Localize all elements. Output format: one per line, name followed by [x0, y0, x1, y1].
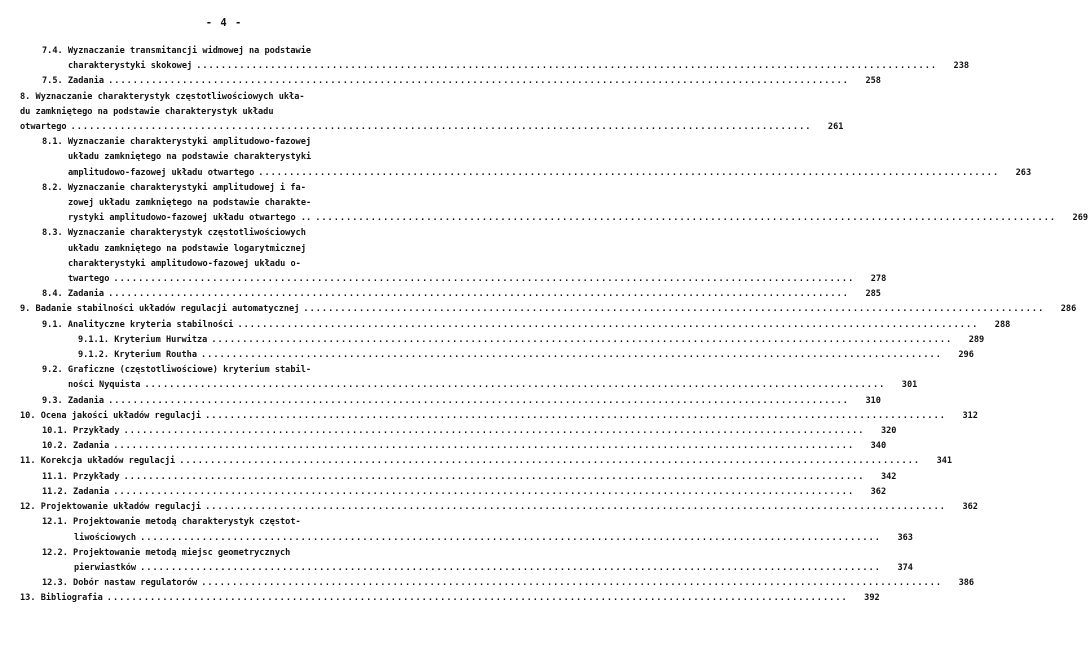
toc-entry [20, 515, 913, 545]
toc-entry-line [20, 409, 978, 424]
toc-entry-line [20, 287, 881, 302]
toc-page-number: 340 [870, 441, 887, 452]
toc-entry [20, 44, 970, 74]
toc-entry [20, 226, 887, 287]
toc-page-number: 296 [958, 350, 974, 361]
toc-entry-text: charakterystyki skokowej [68, 61, 193, 72]
toc-entry-text: 11.1. Przykłady [42, 471, 120, 482]
toc-entry-line [20, 272, 887, 287]
dot-leader: ........................................................................................................................ [237, 319, 979, 330]
toc-entry-line [20, 470, 897, 485]
toc-entry-line [20, 531, 913, 546]
toc-entry-text: 9.2. Graficzne (częstotliwościowe) kryterium stabil- [42, 365, 312, 376]
dot-leader: ........................................................................................................................ [303, 304, 1045, 315]
dot-leader: ........................................................................................................................ [108, 289, 849, 300]
toc-entry [20, 470, 897, 485]
toc-page-number: 261 [827, 122, 844, 133]
dot-leader: ........................................................................................................................ [179, 456, 921, 467]
toc-entry-text: 10.1. Przykłady [42, 426, 120, 437]
toc-entry-text: 9.1.2. Kryterium Routha [78, 350, 197, 361]
toc-page-number: 320 [880, 426, 897, 437]
toc-entry-text: 9.1.1. Kryterium Hurwitza [78, 334, 208, 345]
toc-entry-text: 8.4. Zadania [42, 289, 105, 300]
toc-entry-text: układu zamkniętego na podstawie logarytmicznej [68, 243, 306, 254]
toc-entry [20, 485, 887, 500]
dot-leader: ........................................................................................................................ [140, 532, 881, 543]
toc-page-number: 301 [901, 380, 918, 391]
toc-entry-line [20, 211, 1088, 226]
toc-page-number: 285 [865, 289, 881, 300]
dot-leader: ........................................................................................................................ [315, 213, 1057, 224]
toc-entry-line [20, 576, 975, 591]
toc-page-number: 310 [865, 395, 881, 406]
toc-entry [20, 409, 978, 424]
toc-entry-text: 8.1. Wyznaczanie charakterystyki amplitudowo-fazowej [42, 137, 312, 148]
toc-entry [20, 318, 1011, 333]
toc-entry [20, 500, 978, 515]
toc-page-number: 238 [953, 61, 970, 72]
toc-entry-line [20, 302, 1077, 317]
toc-page-number: 363 [897, 532, 913, 543]
toc-entry-text: du zamkniętego na podstawie charakterystyk układu [20, 106, 274, 117]
toc-entry-line [20, 485, 887, 500]
dot-leader: ........................................................................................................................ [140, 562, 881, 573]
toc-entry-line [20, 150, 428, 165]
page-number: - 4 - [205, 17, 243, 29]
toc-entry [20, 302, 1077, 317]
dot-leader: ........................................................................................................................ [108, 395, 849, 406]
dot-leader: ........................................................................................................................ [113, 486, 855, 497]
toc-entry-line [20, 181, 428, 196]
toc-entry-line [20, 515, 428, 530]
toc-entry-text: pierwiastków [74, 562, 137, 573]
toc-entry-line [20, 348, 974, 363]
toc-entry-text: 10. Ocena jakości układów regulacji [20, 410, 202, 421]
toc-entry-line [20, 44, 428, 59]
toc-entry-line [20, 378, 918, 393]
toc-page-number: 278 [870, 274, 887, 285]
toc-entry-line [20, 196, 428, 211]
dot-leader: ........................................................................................................................ [106, 593, 848, 604]
toc-entry [20, 181, 1088, 227]
toc-entry-text: 9.1. Analityczne kryteria stabilności [42, 319, 234, 330]
toc-entry-line [20, 59, 970, 74]
toc-entry-text: 8.3. Wyznaczanie charakterystyk częstotliwościowych [42, 228, 306, 239]
toc-entry-text: 10.2. Zadania [42, 441, 110, 452]
toc-page-number: 269 [1072, 213, 1088, 224]
toc-entry-text: 8. Wyznaczanie charakterystyk częstotliwościowych ukła- [20, 91, 305, 102]
toc-entry-text: rystyki amplitudowo-fazowej układu otwartego .. [68, 213, 312, 224]
toc-entry [20, 454, 953, 469]
toc-entry [20, 135, 1032, 181]
toc-page-number: 341 [936, 456, 953, 467]
dot-leader: ........................................................................................................................ [211, 334, 953, 345]
toc-page-number: 342 [880, 471, 897, 482]
dot-leader: ........................................................................................................................ [144, 380, 886, 391]
toc-entry-line [20, 242, 428, 257]
dot-leader: ........................................................................................................................ [70, 122, 812, 133]
dot-leader: ........................................................................................................................ [113, 441, 855, 452]
dot-leader: ........................................................................................................................ [201, 578, 943, 589]
dot-leader: ........................................................................................................................ [196, 61, 938, 72]
toc-entry-line [20, 546, 428, 561]
toc-entry-line [20, 135, 428, 150]
toc-entry-line [20, 363, 428, 378]
toc-entry-line [20, 257, 428, 272]
toc-page-number: 392 [864, 593, 880, 604]
toc-entry-text: zowej układu zamkniętego na podstawie charakte- [68, 198, 312, 209]
toc-entry-text: otwartego [20, 122, 67, 133]
toc-entry [20, 363, 918, 393]
toc-entry-text: 7.4. Wyznaczanie transmitancji widmowej na podstawie [42, 46, 312, 56]
toc-entry [20, 546, 913, 576]
dot-leader: ........................................................................................................................ [205, 410, 946, 421]
toc-entry-line [20, 74, 881, 89]
toc-entry-line [20, 394, 881, 409]
toc-page-number: 362 [870, 486, 887, 497]
table-of-contents [20, 44, 1088, 607]
toc-entry-line [20, 120, 844, 135]
toc-entry-text: 13. Bibliografia [20, 593, 103, 604]
dot-leader: ........................................................................................................................ [205, 502, 946, 513]
toc-page-number: 288 [994, 319, 1011, 330]
toc-entry-line [20, 318, 1011, 333]
toc-entry-line [20, 105, 428, 120]
toc-page-number: 374 [897, 562, 913, 573]
toc-entry-line [20, 424, 897, 439]
toc-entry [20, 424, 897, 439]
toc-entry-text: 12.3. Dobór nastaw regulatorów [42, 578, 198, 589]
toc-entry-text: 12. Projektowanie układów regulacji [20, 502, 202, 513]
toc-entry-text: ności Nyquista [68, 380, 141, 391]
toc-entry-line [20, 454, 953, 469]
toc-entry-line [20, 166, 1032, 181]
dot-leader: ........................................................................................................................ [113, 274, 855, 285]
toc-page-number: 312 [962, 410, 978, 421]
toc-page-number: 289 [968, 334, 985, 345]
toc-entry-text: 11.2. Zadania [42, 486, 110, 497]
toc-entry-text: 7.5. Zadania [42, 76, 105, 87]
toc-entry-line [20, 333, 985, 348]
toc-entry-text: 8.2. Wyznaczanie charakterystyki amplitudowej i fa- [42, 182, 306, 193]
toc-entry-text: 9.3. Zadania [42, 395, 105, 406]
toc-entry-line [20, 591, 880, 606]
dot-leader: ........................................................................................................................ [258, 167, 1000, 178]
toc-entry [20, 333, 985, 348]
toc-entry-text: 9. Badanie stabilności układów regulacji automatycznej [20, 304, 300, 315]
toc-entry-text: 12.1. Projektowanie metodą charakterystyk częstot- [42, 517, 301, 528]
dot-leader: ........................................................................................................................ [201, 350, 942, 361]
toc-page-number: 286 [1060, 304, 1077, 315]
toc-entry [20, 576, 975, 591]
toc-entry-text: liwościowych [74, 532, 137, 543]
toc-entry-text: 12.2. Projektowanie metodą miejsc geometrycznych [42, 547, 291, 558]
toc-entry [20, 439, 887, 454]
toc-entry-text: twartego [68, 274, 110, 285]
toc-entry-line [20, 439, 887, 454]
toc-entry-line [20, 500, 978, 515]
toc-entry-line [20, 561, 913, 576]
toc-entry [20, 287, 881, 302]
toc-entry-text: amplitudowo-fazowej układu otwartego [68, 167, 255, 178]
toc-page-number: 386 [958, 578, 975, 589]
toc-page-number: 362 [962, 502, 978, 513]
dot-leader: ........................................................................................................................ [123, 426, 865, 437]
toc-entry-text: układu zamkniętego na podstawie charakterystyki [68, 152, 312, 163]
toc-entry-text: charakterystyki amplitudowo-fazowej układu o- [68, 258, 301, 269]
dot-leader: ........................................................................................................................ [123, 471, 865, 482]
toc-entry-line [20, 226, 428, 241]
toc-page-number: 258 [865, 76, 881, 87]
toc-entry [20, 591, 880, 606]
toc-entry [20, 394, 881, 409]
toc-entry [20, 90, 844, 136]
toc-entry-text: 11. Korekcja układów regulacji [20, 456, 176, 467]
toc-entry-line [20, 90, 428, 105]
toc-entry [20, 74, 881, 89]
toc-page-number: 263 [1015, 167, 1032, 178]
toc-entry [20, 348, 974, 363]
dot-leader: ........................................................................................................................ [108, 76, 849, 87]
